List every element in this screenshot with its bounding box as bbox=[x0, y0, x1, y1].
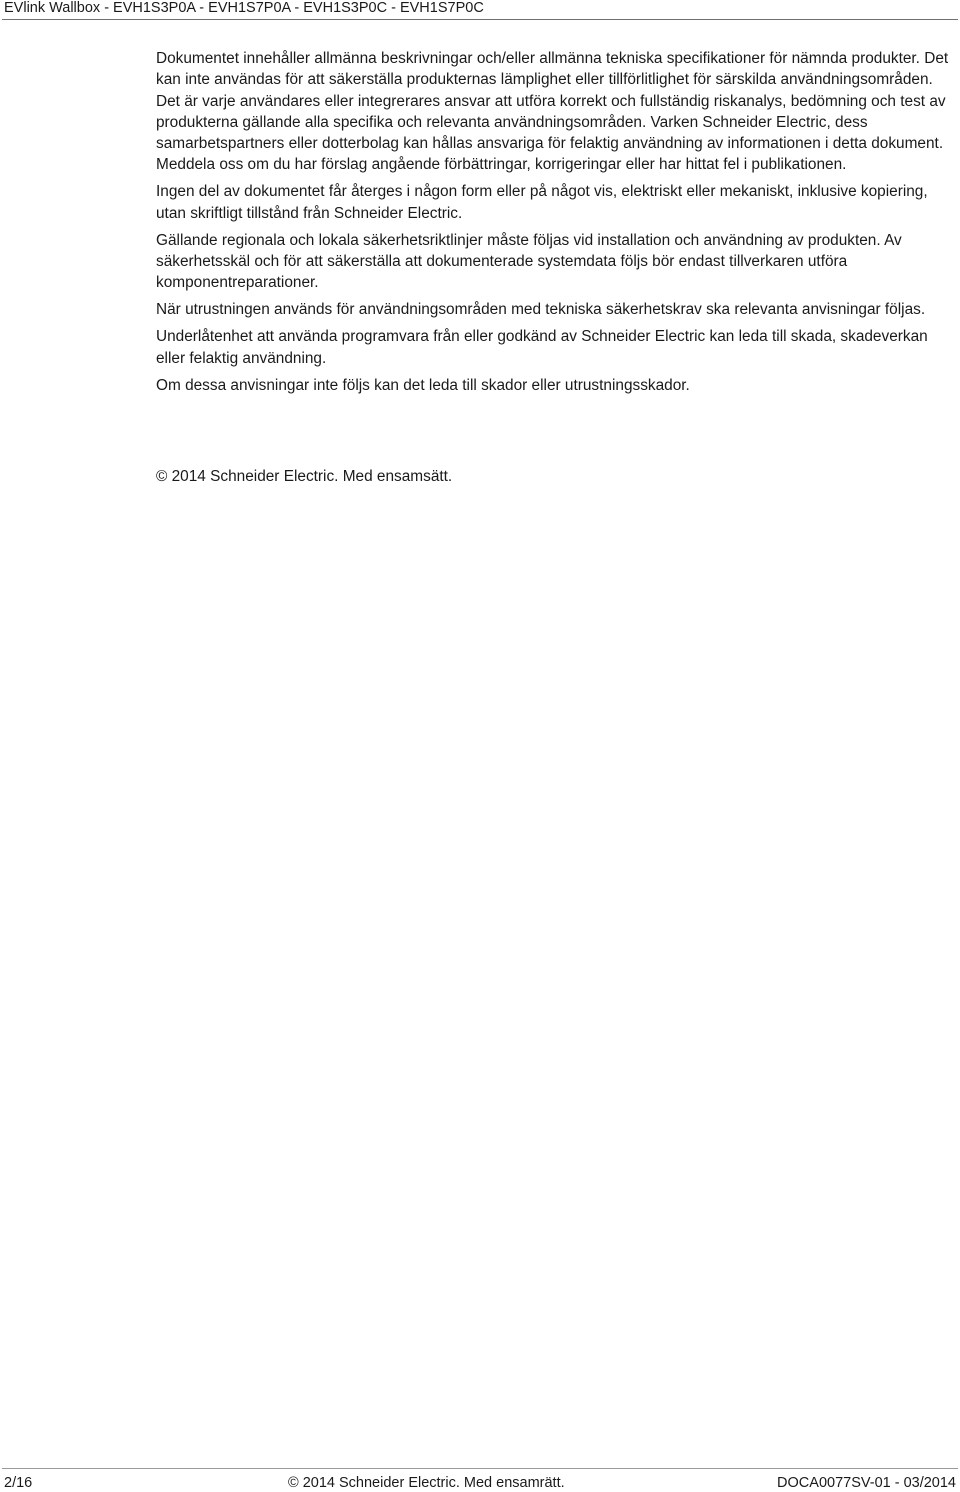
paragraph-warning: Om dessa anvisningar inte följs kan det leda till skador eller utrustningsskador. bbox=[156, 376, 690, 394]
paragraph-reproduction: Ingen del av dokumentet får återges i någon form eller på något vis, elektriskt eller mekaniskt, inklusive kopiering, utan skriftligt tillstånd från Schneider Electric. bbox=[156, 183, 928, 222]
document-title: EVlink Wallbox - EVH1S3P0A - EVH1S7P0A - EVH1S3P0C - EVH1S7P0C bbox=[4, 0, 484, 16]
copyright-notice: © 2014 Schneider Electric. Med ensamsätt. bbox=[156, 468, 453, 485]
document-reference: DOCA0077SV-01 - 03/2014 bbox=[777, 1475, 956, 1491]
footer-copyright: © 2014 Schneider Electric. Med ensamrätt. bbox=[288, 1475, 565, 1491]
header-divider bbox=[2, 19, 958, 20]
footer-divider bbox=[2, 1468, 958, 1469]
legal-notice bbox=[156, 48, 956, 402]
page-footer bbox=[0, 1474, 960, 1492]
paragraph-general-description: Dokumentet innehåller allmänna beskrivningar och/eller allmänna tekniska specifikationer för nämnda produkter. Det kan inte användas för att säkerställa produkternas lämplighet eller tillförlitlighet för särskilda användningsområden. Det är varje användares eller integrerares ansvar att utföra korrekt och fullständig riskanalys, bedömning och test av produkterna gällande alla specifika och relevanta användningsområden. Varken Schneider Electric, dess samarbetspartners eller dotterbolag kan hållas ansvariga för felaktig användning av informationen i detta dokument. Meddela oss om du har förslag angående förbättringar, korrigeringar eller har hittat fel i publikationen. bbox=[156, 50, 949, 174]
paragraph-technical-safety: När utrustningen används för användningsområden med tekniska säkerhetskrav ska relevanta anvisningar följas. bbox=[156, 301, 926, 319]
page-number: 2/16 bbox=[4, 1475, 33, 1491]
paragraph-safety-guidelines: Gällande regionala och lokala säkerhetsriktlinjer måste följas vid installation och användning av produkten. Av säkerhetsskäl och för att säkerställa att dokumenterade systemdata följs bör endast tillverkaren utföra komponentreparationer. bbox=[156, 231, 902, 292]
paragraph-software: Underlåtenhet att använda programvara från eller godkänd av Schneider Electric kan leda till skada, skadeverkan eller felaktig användning. bbox=[156, 328, 928, 367]
page-header bbox=[4, 0, 954, 17]
